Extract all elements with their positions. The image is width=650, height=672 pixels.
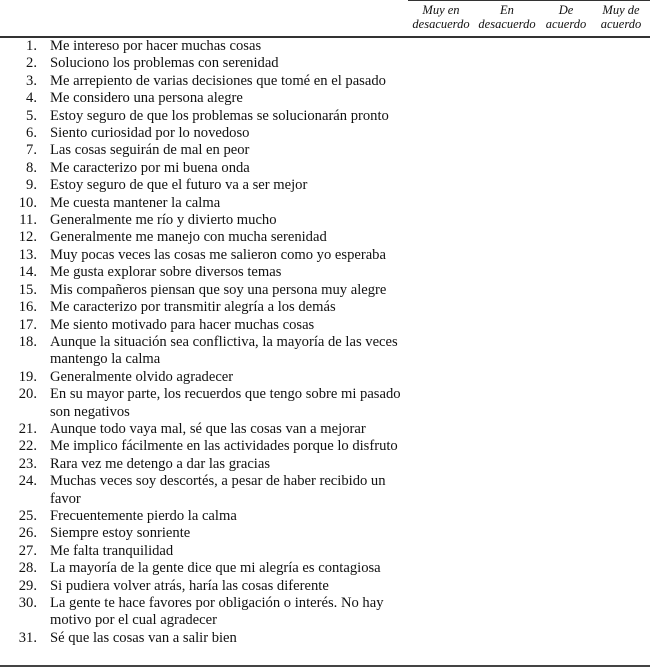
item-number: 23. [18, 455, 37, 472]
list-item [0, 177, 650, 194]
item-text: Me gusta explorar sobre diversos temas [50, 264, 282, 281]
list-item [0, 108, 650, 125]
item-number: 13. [18, 246, 37, 263]
item-text: Me falta tranquilidad [50, 542, 174, 559]
item-text: Me caracterizo por transmitir alegría a los demás [50, 299, 336, 316]
header-en-desacuerdo: En desacuerdo [478, 3, 536, 31]
item-text: Las cosas seguirán de mal en peor [50, 142, 250, 159]
item-number: 6. [26, 125, 37, 142]
item-number: 26. [18, 525, 37, 542]
item-number: 2. [26, 55, 37, 72]
list-item [0, 560, 650, 577]
header-muy-de-acuerdo: Muy de acuerdo [600, 3, 642, 31]
item-number: 27. [18, 542, 37, 559]
item-text: Soluciono los problemas con serenidad [50, 55, 279, 72]
list-item [0, 595, 650, 630]
header-muy-en-desacuerdo: Muy en desacuerdo [412, 3, 470, 31]
list-item [0, 160, 650, 177]
item-text: Me caracterizo por mi buena onda [50, 159, 250, 176]
table-top-rule [408, 0, 650, 1]
item-number: 18. [18, 333, 37, 350]
item-text: Sé que las cosas van a salir bien [50, 629, 237, 646]
list-item [0, 299, 650, 316]
item-number: 25. [18, 507, 37, 524]
item-text: Siento curiosidad por lo novedoso [50, 125, 250, 142]
list-item [0, 317, 650, 334]
list-item [0, 473, 650, 508]
list-item [0, 38, 650, 55]
list-item [0, 264, 650, 281]
list-item [0, 142, 650, 159]
item-number: 16. [18, 299, 37, 316]
item-number: 30. [18, 595, 37, 611]
item-text: Me siento motivado para hacer muchas cosas [50, 316, 315, 333]
list-item [0, 55, 650, 72]
list-item [0, 247, 650, 264]
item-number: 10. [18, 194, 37, 211]
list-item [0, 334, 650, 369]
list-item [0, 578, 650, 595]
item-text: Mis compañeros piensan que soy una persona muy alegre [50, 281, 387, 298]
item-text: Generalmente me río y divierto mucho [50, 212, 277, 229]
item-text: Estoy seguro de que el futuro va a ser mejor [50, 177, 308, 194]
list-item [0, 508, 650, 525]
list-item [0, 543, 650, 560]
item-text: Generalmente olvido agradecer [50, 368, 234, 385]
item-text: Siempre estoy sonriente [50, 525, 191, 542]
item-text: Me cuesta mantener la calma [50, 194, 221, 211]
item-number: 7. [26, 142, 37, 159]
list-item [0, 386, 650, 421]
item-text: Muchas veces soy descortés, a pesar de haber recibido un favor [50, 473, 386, 507]
item-number: 1. [26, 38, 37, 54]
item-number: 22. [18, 438, 37, 455]
list-item [0, 282, 650, 299]
item-number: 3. [26, 72, 37, 89]
item-text: En su mayor parte, los recuerdos que tengo sobre mi pasado son negativos [50, 386, 401, 420]
item-number: 5. [26, 107, 37, 124]
item-number: 14. [18, 264, 37, 281]
list-item [0, 195, 650, 212]
table-bottom-rule [0, 665, 650, 667]
item-text: Si pudiera volver atrás, haría las cosas diferente [50, 577, 329, 594]
item-list [0, 38, 650, 647]
item-number: 20. [18, 386, 37, 403]
list-item [0, 525, 650, 542]
list-item [0, 229, 650, 246]
item-number: 21. [18, 420, 37, 437]
list-item [0, 421, 650, 438]
list-item [0, 630, 650, 647]
item-text: Muy pocas veces las cosas me salieron como yo esperaba [50, 246, 386, 263]
item-text: Generalmente me manejo con mucha serenidad [50, 229, 327, 246]
item-number: 11. [19, 212, 37, 229]
item-text: Me implico fácilmente en las actividades porque lo disfruto [50, 438, 398, 455]
list-item [0, 212, 650, 229]
item-text: Rara vez me detengo a dar las gracias [50, 455, 271, 472]
header-de-acuerdo: De acuerdo [545, 3, 587, 31]
list-item [0, 438, 650, 455]
item-number: 19. [18, 368, 37, 385]
item-text: La gente te hace favores por obligación o interés. No hay motivo por el cual agradecer [50, 595, 384, 629]
list-item [0, 369, 650, 386]
item-number: 12. [18, 229, 37, 246]
table-header [408, 3, 650, 31]
item-number: 9. [26, 177, 37, 194]
item-number: 4. [26, 90, 37, 107]
item-number: 15. [18, 281, 37, 298]
item-text: Me considero una persona alegre [50, 90, 243, 107]
item-number: 17. [18, 316, 37, 333]
item-text: Estoy seguro de que los problemas se solucionarán pronto [50, 107, 389, 124]
item-number: 8. [26, 159, 37, 176]
list-item [0, 125, 650, 142]
item-number: 28. [18, 560, 37, 577]
item-text: Me arrepiento de varias decisiones que tomé en el pasado [50, 72, 386, 89]
item-text: La mayoría de la gente dice que mi alegría es contagiosa [50, 560, 381, 577]
item-text: Me intereso por hacer muchas cosas [50, 38, 262, 54]
item-number: 24. [18, 473, 37, 490]
item-number: 29. [18, 577, 37, 594]
list-item [0, 73, 650, 90]
list-item [0, 456, 650, 473]
item-text: Aunque la situación sea conflictiva, la mayoría de las veces mantengo la calma [50, 333, 398, 368]
item-number: 31. [18, 629, 37, 646]
item-text: Frecuentemente pierdo la calma [50, 507, 237, 524]
list-item [0, 90, 650, 107]
item-text: Aunque todo vaya mal, sé que las cosas van a mejorar [50, 420, 366, 437]
